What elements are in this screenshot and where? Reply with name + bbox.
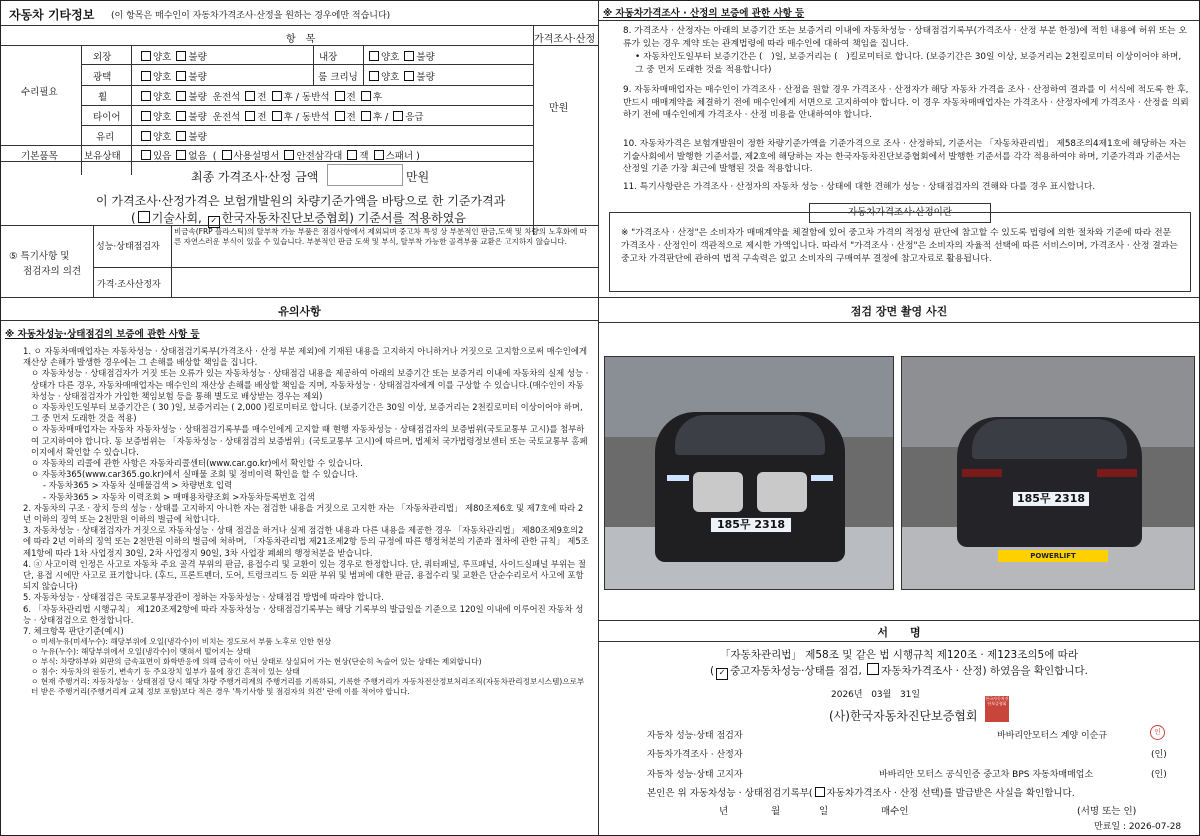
row-label-tire: 타이어 <box>93 112 121 123</box>
receipt-month: 월 <box>771 806 781 817</box>
price-definition-text: ※ "가격조사 · 산정"은 소비자가 매매계약을 체결함에 있어 중고차 가격의 적정성 판단에 참고할 수 있도록 법령에 의한 절차와 기준에 따라 전문 가격조사 · 산정인이 객관적으로 제시한 가액입니다. 따라서 "가격조사 · 산정"은 소비자의 자율적 선택에 따른 서비스이며, 가격조사 · 산정 결과는 중고차 가격판단에 관하여 법적 구속력은 없고 소비자의 구매여부 결정에 참고자료로 활용됩니다. <box>621 228 1178 264</box>
notice-para: 6. 「자동차관리법 시행규칙」 제120조제2항에 따라 자동차성능 · 상태점검기록부는 해당 기록부의 발급일을 기준으로 120일 이내에 이루어진 자동차 성능 · 상태점검으로 한정합니다. <box>23 603 584 625</box>
lift-label: POWERLIFT <box>998 550 1108 562</box>
tire-passenger-rear-checkbox[interactable] <box>361 111 371 121</box>
notice-criteria: ㅇ 현재 주행거리: 자동차성능 · 상태점검 당시 해당 차량 주행거리계의 주행거리를 기록하되, 기록한 주행거리가 자동차전산정보처리조직(자동차관리정보시스템)으로부터 받은 주행거리(주행거리계 교체 정보 포함)보다 적은 경우 '특기사항 및 점검자의 의견' 란에 이를 적어야 합니다. <box>31 677 585 697</box>
issue-date: 2026년 03월 31일 <box>831 690 921 700</box>
inspector-sign-name: 바바리안모터스 계양 이순규 <box>997 731 1108 741</box>
price-guarantee-section <box>599 1 1199 297</box>
section-header <box>1 1 598 26</box>
column-header-price: 가격조사·산정 <box>534 34 596 45</box>
manual-checkbox[interactable] <box>222 150 232 160</box>
exterior-bad-checkbox[interactable] <box>176 51 186 61</box>
notice-para: 2. 자동차의 구조 · 장치 등의 성능 · 상태를 고지하지 아니한 자는 점검한 내용을 거짓으로 고지한 자는 「자동차관리법」 제80조제6호 및 제7호에 따라 2년 이하의 징역 또는 2천만원 이하의 벌금에 처합니다. <box>23 502 584 525</box>
triangle-checkbox[interactable] <box>284 150 294 160</box>
exterior-good-checkbox[interactable] <box>141 51 151 61</box>
interior-bad-checkbox[interactable] <box>404 51 414 61</box>
buyer-sign-hint: (서명 또는 인) <box>1077 806 1137 817</box>
inspector-sign-label: 자동차 성능·상태 점검자 <box>647 731 743 741</box>
receipt-year: 년 <box>719 806 729 817</box>
row-label-room-cleaning: 룸 크리닝 <box>318 72 358 83</box>
basis-line-2: ( 기술사회, ✓ 한국자동차진단보증협회) 기준서를 적용하였음 <box>131 209 466 228</box>
organization-seal: 한국자동차진단보증협회 <box>985 696 1009 722</box>
section-title: 자동차 기타정보 <box>9 8 95 22</box>
tire-bad-checkbox[interactable] <box>176 111 186 121</box>
notifier-seal-mark: (인) <box>1151 770 1167 780</box>
front-license-plate: 185무 2318 <box>710 517 792 533</box>
interior-options: 양호 불량 <box>367 49 435 63</box>
notice-criteria: ㅇ 미세누유(미세누수): 해당부위에 오일(냉각수)이 비치는 정도로서 부품 노후로 인한 현상 <box>31 637 332 647</box>
jack-checkbox[interactable] <box>347 150 357 160</box>
basic-items-label: 기본품목 <box>21 151 58 162</box>
notice-body <box>23 346 591 697</box>
tire-options: 양호 불량 운전석 전 후 / 동반석 전 후 / 응급 <box>139 109 424 123</box>
tire-driver-front-checkbox[interactable] <box>245 111 255 121</box>
notifier-sign-label: 자동차 성능·상태 고지자 <box>647 770 743 780</box>
performance-inspector-label: 성능·상태점검자 <box>96 242 160 252</box>
special-notes-label-1: ⑤ 특기사항 및 <box>9 251 70 262</box>
section-subtitle: (이 항목은 매수인이 자동차가격조사·산정을 원하는 경우에만 적습니다) <box>111 11 391 21</box>
guarantee-item-10: 10. 자동차가격은 보험개발원이 정한 차량기준가액을 기준가격으로 조사 · 산정하되, 기준서는 「자동차관리법」 제58조의4제1호에 해당하는 자는 기술사회에서 발행한 기준서를, 제2호에 해당하는 자는 한국자동차진단보증협회에서 발행한 기준서를 각각 적용하여야 하며, 기준가격과 기준서는 산정일 기준 가장 최근에 발행된 것을 적용합니다. <box>623 139 1187 174</box>
notice-para: 5. 자동차성능 · 상태점검은 국토교통부장관이 정하는 자동차성능 · 상태점검 방법에 따라야 합니다. <box>23 592 384 603</box>
room-cleaning-options: 양호 불량 <box>367 69 435 83</box>
guarantee-period-bullet: • 자동차인도일부터 보증기간은 ( )일, 보증거리는 ( )킬로미터로 합니다. (보증기간은 30일 이상, 보증거리는 2천킬로미터 이상이어야 하며, 그 중 먼저 도래한 것을 적용합니다) <box>635 52 1182 75</box>
repair-needed-label: 수리필요 <box>21 87 58 98</box>
wheel-good-checkbox[interactable] <box>141 91 151 101</box>
notice-criteria: ㅇ 침수: 자동차의 원동기, 변속기 등 주요장치 일부가 물에 잠긴 흔적이 있는 상태 <box>31 667 300 677</box>
basic-status-label: 보유상태 <box>84 151 121 162</box>
gloss-bad-checkbox[interactable] <box>176 71 186 81</box>
inspector-opinion-text: 비금속(FRP 플라스틱)의 탈부착 가능 부품은 점검사항에서 제외되며 중고차 특성 상 부분적인 판금,도색 및 차량의 노후화에 따른 자연스러운 부식이 있을 수 있습니다. 부분적인 판금 도색 및 부식, 탈부착 가능한 골격부품 교환은 고지하지 않습니다. <box>174 227 588 246</box>
wheel-driver-rear-checkbox[interactable] <box>272 91 282 101</box>
notice-criteria: ㅇ 부식: 차량하부와 외판의 금속표면이 화학반응에 의해 금속이 아닌 상태로 상실되어 가는 현상(단순히 녹슬어 있는 상태는 제외합니다) <box>31 657 482 667</box>
price-guarantee-title: ※ 자동차가격조사 · 산정의 보증에 관한 사항 등 <box>603 8 805 19</box>
final-price-field[interactable] <box>327 164 403 186</box>
notice-para: ㅇ 자동차성능 · 상태점검자가 거짓 또는 오류가 있는 자동차성능 · 상태점검 내용을 제공하여 아래의 보증기간 또는 보증거리 이내에 자동차의 실제 성능 · 상태가 다른 경우, 자동차매매업자는 매수인의 재산상 손해를 배상할 책임을 지며, 자동차성능 · 상태점검자에게 이를 구상할 수 있습니다.(매수인이 자동차성능 · 상태점검자가 가입한 책임보험 등을 통해 별도로 배상받는 경우는 제외) <box>31 368 589 401</box>
wheel-bad-checkbox[interactable] <box>176 91 186 101</box>
vehicle-other-info-section <box>1 1 598 297</box>
rear-inspection-photo <box>901 356 1195 590</box>
wheel-driver-front-checkbox[interactable] <box>245 91 255 101</box>
room-cleaning-bad-checkbox[interactable] <box>404 71 414 81</box>
signature-section <box>599 620 1199 836</box>
row-label-interior: 내장 <box>319 52 338 63</box>
column-header-item: 항 목 <box>286 34 316 45</box>
notice-para: 1. ㅇ 자동차매매업자는 자동차성능 · 상태점검기록부(가격조사 · 산정 부분 제외)에 기재된 내용을 고지하지 아니하거나 거짓으로 고지함으로써 매수인에게 재산상 손해가 발생한 경우에는 그 손해를 배상할 책임을 집니다. <box>23 346 588 368</box>
room-cleaning-good-checkbox[interactable] <box>369 71 379 81</box>
legal-basis-line: 「자동차관리법」 제58조 및 같은 법 시행규칙 제120조 · 제123조의5에 따라 <box>720 649 1078 661</box>
price-unit-man-won: 만원 <box>549 103 569 114</box>
appraiser-sign-label: 자동차가격조사 · 산정자 <box>647 750 743 760</box>
photo-header: 점검 장면 촬영 사진 <box>850 305 948 318</box>
notice-section <box>1 298 598 835</box>
price-inspector-label: 가격·조사산정자 <box>97 280 161 290</box>
price-definition-box-title: 자동차가격조사·산정이란 <box>809 203 991 223</box>
glass-bad-checkbox[interactable] <box>176 131 186 141</box>
notifier-sign-name: 바바리안 모터스 공식인증 중고차 BPS 자동차매매업소 <box>879 770 1094 780</box>
confirm-line: (✓ 중고자동차성능·상태를 점검, 자동차가격조사 · 산정) 하였음을 확인합니다. <box>599 663 1199 680</box>
wheel-passenger-front-checkbox[interactable] <box>335 91 345 101</box>
appraiser-seal-mark: (인) <box>1151 750 1167 760</box>
notice-para: ㅇ 자동차의 리콜에 관한 사항은 자동차리콜센터(www.car.go.kr)에서 확인할 수 있습니다. <box>31 458 363 469</box>
issuing-organization: (사)한국자동차진단보증협회 <box>829 709 978 723</box>
notice-para: 3. 자동차성능 · 상태점검자가 거짓으로 자동차성능 · 상태 점검을 하거나 실제 점검한 내용과 다른 내용을 제공한 경우 「자동차관리법」 제80조제9호의2에 따라 2년 이하의 징역 또는 2천만원 이하의 벌금에 처하며, 「자동차관리법 제21조제2항 등의 규정에 따른 행정처분의 기준과 절차에 관한 규칙」 제5조제1항에 따라 1차 사업정지 30일, 2차 사업정지 90일, 3차 사업장 폐쇄의 행정처분을 받습니다. <box>23 525 589 558</box>
price-appraisal-checkbox[interactable] <box>867 663 879 675</box>
used-car-inspection-checkbox[interactable] <box>716 668 728 680</box>
row-label-exterior: 외장 <box>93 52 112 63</box>
final-price-unit: 만원 <box>406 170 430 184</box>
notice-para: 7. 체크항목 판단기준(예시) <box>23 626 124 637</box>
receipt-confirm-line: 본인은 위 자동차성능 · 상태점검기록부( 자동차가격조사 · 산정 선택)를 발급받은 사실을 확인합니다. <box>647 788 1075 799</box>
notice-para: 4. ⓐ 사고이력 인정은 사고로 자동차 주요 골격 부위의 판금, 용접수리 및 교환이 있는 경우로 한정합니다. 단, 쿼터패널, 루프패널, 사이드실패널 부위는 절단, 용접 시에만 사고로 표기합니다. (후드, 프론트펜더, 도어, 트렁크리드 등 외판 부위 및 범퍼에 대한 판금, 용접수리 및 교환은 단순수리로서 사고에 포함되지 않습니다) <box>23 558 586 592</box>
notice-para: ㅇ 자동차매매업자는 자동차 자동차성능 · 상태점검기록부를 매수인에게 고지할 때 현행 자동차성능 · 상태점검자의 보증범위(국토교통부 고시)를 첨부하여 고지하여야 합니다. 동 보증범위는 「자동차성능 · 상태점검의 보증범위」(국토교통부 고시)에 따르며, 법제처 국가법령정보센터 또는 국토교통부 홈페이지에서 확인할 수 있습니다. <box>31 424 588 457</box>
wheel-passenger-rear-checkbox[interactable] <box>361 91 371 101</box>
basic-have-checkbox[interactable] <box>141 150 151 160</box>
tire-good-checkbox[interactable] <box>141 111 151 121</box>
notice-criteria: ㅇ 누유(누수): 해당부위에서 오일(냉각수)이 맺혀서 떨어지는 상태 <box>31 647 251 657</box>
engineer-society-checkbox[interactable] <box>138 211 150 223</box>
guarantee-item-11: 11. 특기사항란은 가격조사 · 산정자의 자동차 성능 · 상태에 대한 견해가 성능 · 상태점검자의 견해와 다를 경우 표시합니다. <box>623 182 1096 192</box>
gloss-good-checkbox[interactable] <box>141 71 151 81</box>
notice-para: - 자동차365 > 자동차 실매물검색 > 차량번호 입력 <box>43 480 233 491</box>
notice-para: ㅇ 자동차365(www.car365.go.kr)에서 실매물 조회 및 정비이력 확인을 할 수 있습니다. <box>31 469 358 480</box>
signature-header: 서 명 <box>877 626 921 639</box>
notice-para: - 자동차365 > 자동차 이력조회 > 매매용차량조회 >자동차등록번호 검색 <box>43 491 315 502</box>
inspector-stamp: 인 <box>1150 725 1165 740</box>
glass-options: 양호 불량 <box>139 129 207 143</box>
basis-line-1: 이 가격조사·산정가격은 보험개발원의 차량기준가액을 바탕으로 한 기준가격과 <box>96 194 506 208</box>
notice-para: ㅇ 자동차인도일부터 보증기간은 ( 30 )일, 보증거리는 ( 2,000 )킬로미터로 합니다. (보증기간은 30일 이상, 보증거리는 2천킬로미터 이상이어야 하며, 그 중 먼저 도래한 것을 적용) <box>31 402 583 424</box>
glass-good-checkbox[interactable] <box>141 131 151 141</box>
tire-driver-rear-checkbox[interactable] <box>272 111 282 121</box>
tire-passenger-front-checkbox[interactable] <box>335 111 345 121</box>
receipt-day: 일 <box>819 806 829 817</box>
final-price-label: 최종 가격조사·산정 금액 <box>191 170 319 184</box>
photo-section <box>599 298 1199 620</box>
basic-none-checkbox[interactable] <box>176 150 186 160</box>
spanner-checkbox[interactable] <box>374 150 384 160</box>
expiry-date: 만료일 : 2026-07-28 <box>1094 822 1182 832</box>
rear-license-plate: 185무 2318 <box>1012 491 1090 507</box>
row-label-gloss: 광택 <box>93 72 112 83</box>
tire-emergency-checkbox[interactable] <box>393 111 403 121</box>
basic-items-options: 있음 없음 ( 사용설명서 안전삼각대 잭 스패너 ) <box>139 148 420 162</box>
special-notes-label-2: 점검자의 의견 <box>23 266 82 277</box>
buyer-label: 매수인 <box>881 806 909 817</box>
exterior-options: 양호 불량 <box>139 49 207 63</box>
gloss-options: 양호 불량 <box>139 69 207 83</box>
front-inspection-photo <box>604 356 894 590</box>
guarantee-item-9: 9. 자동차매매업자는 매수인이 가격조사 · 산정을 원할 경우 가격조사 · 산정자가 해당 자동차 가격을 조사 · 산정하여 결과를 이 서식에 적도록 한 후, 반드시 매매계약을 체결하기 전에 매수인에게 서면으로 고지하여야 합니다. 이 경우 자동차매매업자는 가격조사 · 산정자에게 가격조사 · 산정을 의뢰하기 전에 매수인에게 가격조사 · 산정 비용을 안내하여야 합니다. <box>623 85 1189 120</box>
receipt-price-checkbox[interactable] <box>815 787 825 797</box>
interior-good-checkbox[interactable] <box>369 51 379 61</box>
guarantee-item-8: 8. 가격조사 · 산정자는 아래의 보증기간 또는 보증거리 이내에 자동차성능 · 상태점검기록부(가격조사 · 산정 부분 한정)에 적힌 내용에 허위 또는 오류가 있는 경우 계약 또는 관계법령에 따라 매수인에 대하여 책임을 집니다. <box>623 26 1187 49</box>
row-label-wheel: 휠 <box>98 92 108 103</box>
wheel-options: 양호 불량 운전석 전 후 / 동반석 전 후 <box>139 89 382 103</box>
row-label-glass: 유리 <box>96 132 115 143</box>
notice-header: 유의사항 <box>278 305 321 318</box>
notice-title: ※ 자동차성능·상태점검의 보증에 관한 사항 등 <box>5 329 200 340</box>
